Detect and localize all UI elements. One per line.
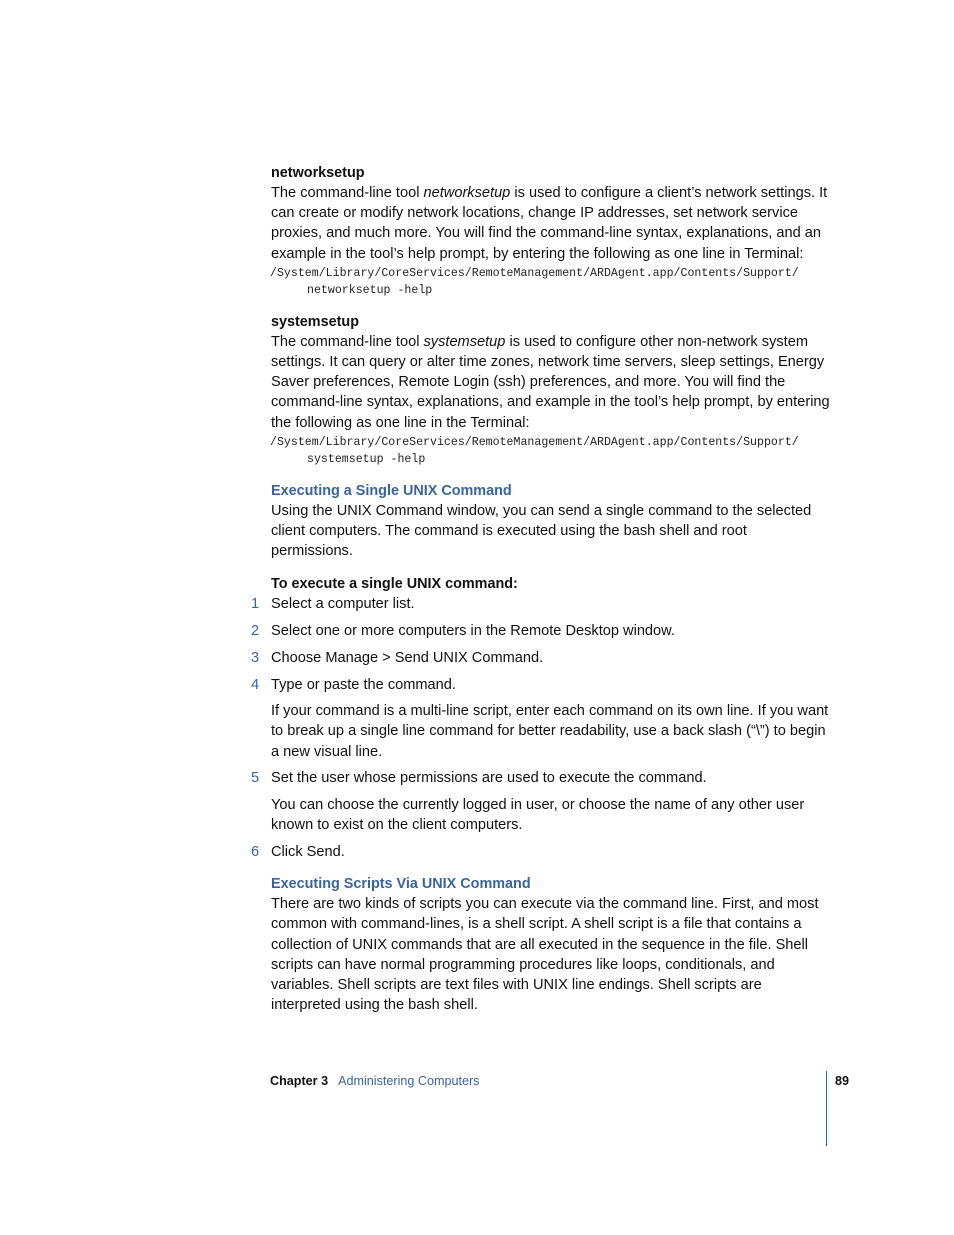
step-text: Set the user whose permissions are used to execute the command.	[271, 770, 707, 787]
networksetup-code-block	[271, 265, 831, 299]
step-list	[251, 594, 831, 862]
networksetup-paragraph	[271, 183, 831, 264]
networksetup-code-path: /System/Library/CoreServices/RemoteManagement/ARDAgent.app/Contents/Support/	[270, 266, 799, 280]
networksetup-code-command: networksetup -help	[307, 283, 433, 297]
step-number: 5	[251, 770, 260, 787]
step-5	[251, 768, 831, 788]
task-heading: To execute a single UNIX command:	[271, 576, 518, 593]
footer-divider	[826, 1071, 827, 1146]
systemsetup-code-path: /System/Library/CoreServices/RemoteManagement/ARDAgent.app/Contents/Support/	[270, 435, 799, 449]
step-5-note: You can choose the currently logged in user, or choose the name of any other user known to exist on the client computers.	[271, 797, 805, 834]
step-number: 3	[251, 649, 260, 666]
step-number: 6	[251, 843, 260, 860]
page-number: 89	[835, 1074, 850, 1088]
systemsetup-heading: systemsetup	[271, 313, 359, 330]
page-footer	[270, 1072, 479, 1090]
systemsetup-tool-name: systemsetup	[423, 333, 506, 350]
single-command-paragraph: Using the UNIX Command window, you can send a single command to the selected client computers. The command is executed using the bash shell and root permissions.	[271, 502, 812, 560]
step-text: Click Send.	[271, 843, 345, 860]
systemsetup-text-after: is used to configure other non-network system settings. It can query or alter time zones, network time servers, sleep settings, Energy Saver preferences, Remote Login (ssh) preferences, and more. You will find the command-line syntax, explanations, and example in the tool’s help prompt, by entering the following as one line in the Terminal:	[271, 333, 830, 431]
single-command-heading: Executing a Single UNIX Command	[271, 482, 512, 499]
step-1	[251, 594, 831, 614]
step-text: Select a computer list.	[271, 596, 415, 613]
chapter-label: Chapter 3	[270, 1074, 329, 1088]
step-2	[251, 621, 831, 641]
step-3	[251, 648, 831, 668]
networksetup-heading: networksetup	[271, 165, 365, 181]
systemsetup-paragraph	[271, 332, 831, 433]
scripts-paragraph: There are two kinds of scripts you can execute via the command line. First, and most common with command-lines, is a shell script. A shell script is a file that contains a collection of UNIX commands that are all executed in the sequence in the file. Shell scripts can have normal programming procedures like loops, conditionals, and variables. Shell scripts are text files with UNIX line endings. Shell scripts are interpreted using the bash shell.	[271, 896, 819, 1014]
step-number: 1	[251, 596, 260, 613]
networksetup-tool-name: networksetup	[423, 185, 511, 201]
step-text: Select one or more computers in the Remote Desktop window.	[271, 623, 675, 640]
step-number: 4	[251, 676, 260, 693]
chapter-title: Administering Computers	[338, 1074, 480, 1088]
step-text: Choose Manage > Send UNIX Command.	[271, 649, 544, 666]
networksetup-text-after: is used to configure a client’s network settings. It can create or modify network locations, change IP addresses, set network service proxies, and much more. You will find the command-line syntax, explanations, and an example in the tool’s help prompt, by entering the following as one line in Terminal:	[271, 185, 828, 262]
page-content	[251, 163, 831, 1015]
step-number: 2	[251, 623, 260, 640]
step-text: Type or paste the command.	[271, 676, 456, 693]
step-4	[251, 675, 831, 695]
step-6	[251, 842, 831, 862]
step-4-note: If your command is a multi-line script, enter each command on its own line. If you want to break up a single line command for better readability, use a back slash (“\”) to begin a new visual line.	[271, 703, 829, 760]
scripts-heading: Executing Scripts Via UNIX Command	[271, 876, 531, 893]
systemsetup-code-command: systemsetup -help	[307, 452, 426, 466]
systemsetup-code-block	[271, 434, 831, 468]
networksetup-text-before: The command-line tool	[271, 185, 424, 201]
systemsetup-text-before: The command-line tool	[271, 333, 424, 350]
